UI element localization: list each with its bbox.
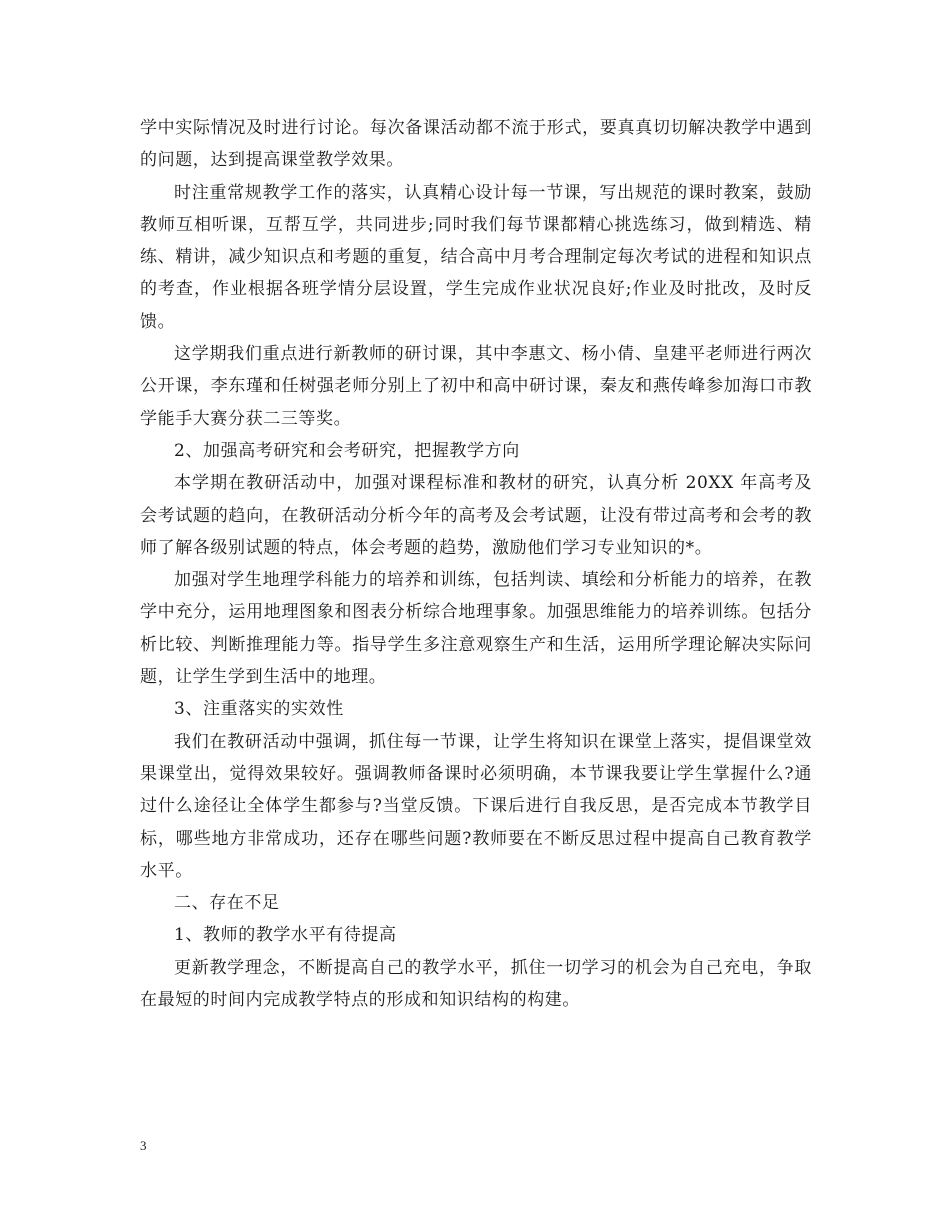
paragraph-update-concepts: 更新教学理念，不断提高自己的教学水平，抓住一切学习的机会为自己充电，争取在最短的时间内完成教学特点的形成和知识结构的构建。 — [140, 957, 812, 1011]
paragraph-ability-training: 加强对学生地理学科能力的培养和训练，包括判读、填绘和分析能力的培养，在教学中充分，运用地理图象和图表分析综合地理事象。加强思维能力的培养训练。包括分析比较、判断推理能力等。指导学生多注意观察生产和生活，运用所学理论解决实际问题，让学生学到生活中的地理。 — [140, 570, 812, 688]
paragraph-classroom-implementation: 我们在教研活动中强调，抓住每一节课，让学生将知识在课堂上落实，提倡课堂效果课堂出，觉得效果较好。强调教师备课时必须明确，本节课我要让学生掌握什么?通过什么途径让全体学生都参与?当堂反馈。下课后进行自我反思，是否完成本节教学目标，哪些地方非常成功，还存在哪些问题?教师要在不断反思过程中提高自己教育教学水平。 — [140, 731, 812, 881]
paragraph-continuation: 学中实际情况及时进行讨论。每次备课活动都不流于形式，要真真切切解决教学中遇到的问题，达到提高课堂教学效果。 — [140, 118, 812, 171]
section-heading-effectiveness: 3、注重落实的实效性 — [174, 699, 344, 720]
paragraph-research-lessons: 这学期我们重点进行新教师的研讨课，其中李惠文、杨小倩、皇建平老师进行两次公开课，李东瑾和任树强老师分别上了初中和高中研讨课，秦友和燕传峰参加海口市教学能手大赛分获二三等奖。 — [140, 344, 812, 429]
section-heading-shortcomings: 二、存在不足 — [174, 893, 280, 914]
section-heading-exam-research: 2、加强高考研究和会考研究，把握教学方向 — [174, 440, 520, 461]
paragraph-exam-analysis: 本学期在教研活动中，加强对课程标准和教材的研究，认真分析 20XX 年高考及会考试题的趋向，在教研活动分析今年的高考及会考试题，让没有带过高考和会考的教师了解各级别试题的特点，体会考题的趋势，激励他们学习专业知识的*。 — [140, 473, 812, 558]
section-heading-teacher-level: 1、教师的教学水平有待提高 — [174, 925, 397, 946]
paragraph-routine-teaching: 时注重常规教学工作的落实，认真精心设计每一节课，写出规范的课时教案，鼓励教师互相听课，互帮互学，共同进步;同时我们每节课都精心挑选练习，做到精选、精练、精讲，减少知识点和考题的重复，结合高中月考合理制定每次考试的进程和知识点的考查，作业根据各班学情分层设置，学生完成作业状况良好;作业及时批改，及时反馈。 — [140, 182, 812, 332]
page-number: 3 — [140, 1138, 147, 1153]
document-body — [140, 112, 812, 1016]
